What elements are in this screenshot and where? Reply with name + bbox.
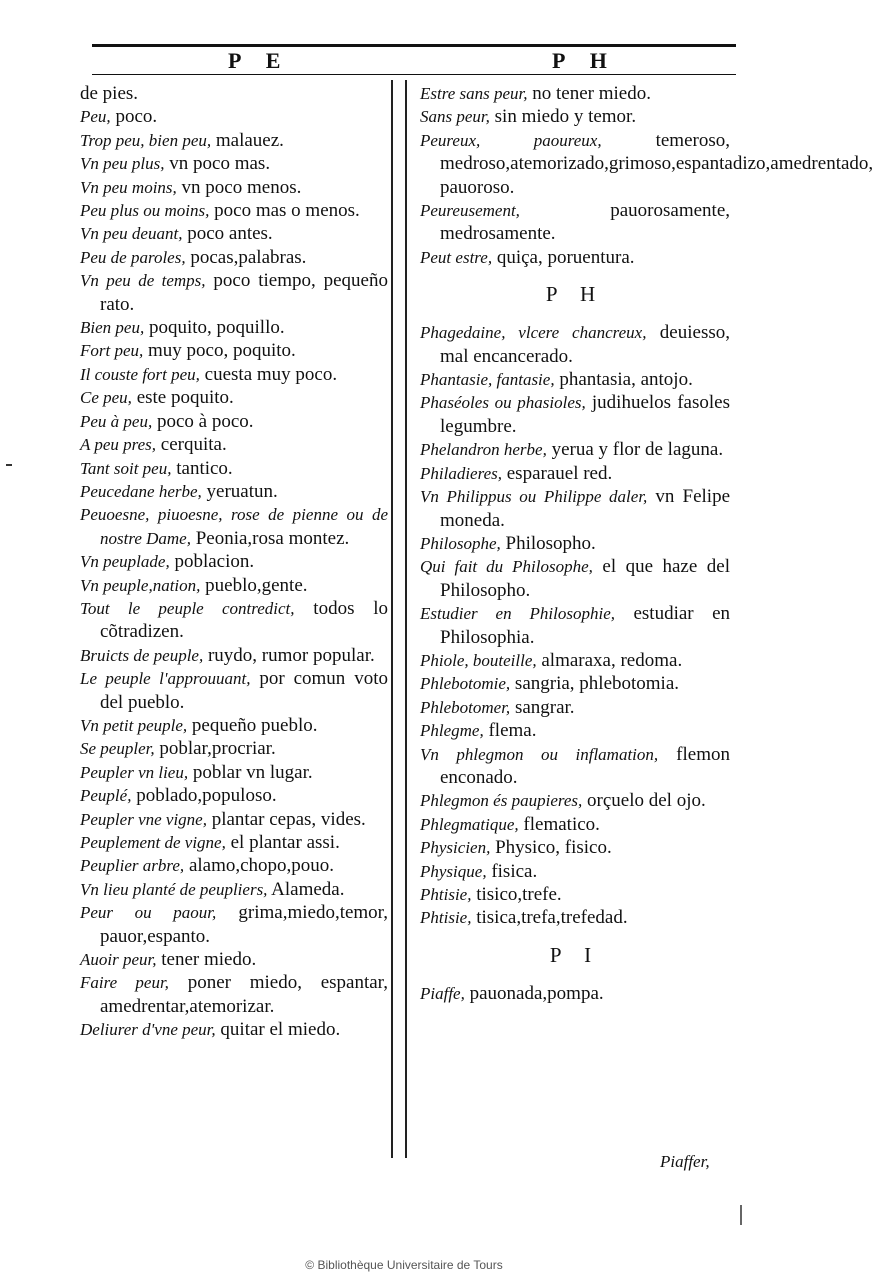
dictionary-entry — [80, 129, 388, 152]
french-headword: Auoir peur, — [80, 950, 157, 970]
spanish-translation: esparauel red. — [502, 462, 613, 484]
dictionary-entry — [420, 246, 730, 269]
french-headword: Phelandron herbe, — [420, 440, 547, 460]
french-headword: Estre sans peur, — [420, 84, 528, 103]
spanish-translation: malauez. — [211, 129, 284, 151]
french-headword: Le peuple l'approuuant, — [80, 669, 251, 689]
top-rule — [92, 44, 736, 47]
french-headword: Sans peur, — [420, 107, 490, 127]
french-headword: Phantasie, fantasie, — [420, 370, 555, 390]
dictionary-entry — [80, 176, 388, 199]
french-headword: Peu plus ou moins, — [80, 201, 210, 221]
ink-speck — [740, 1205, 742, 1225]
french-headword: Vn petit peuple, — [80, 715, 188, 735]
spanish-translation: sin miedo y temor. — [489, 106, 637, 128]
spanish-translation: poblar,procriar. — [154, 738, 276, 760]
spanish-translation: poquito, poquillo. — [144, 317, 285, 339]
dictionary-entry — [420, 462, 730, 485]
french-headword: Peureux, paoureux, — [420, 130, 602, 150]
spanish-translation: de pies. — [80, 83, 139, 104]
french-headword: Peuplier arbre, — [80, 856, 185, 876]
library-credit: © Bibliothèque Universitaire de Tours — [305, 1258, 503, 1272]
entries-pe-continued — [420, 82, 873, 269]
spanish-translation: poco tiempo, pequeño rato. — [100, 270, 388, 315]
spanish-translation: flema. — [483, 720, 537, 742]
dictionary-entry — [420, 485, 730, 532]
french-headword: Physicien, — [420, 838, 491, 858]
dictionary-entry — [80, 644, 388, 667]
french-headword: Peu à peu, — [80, 411, 153, 431]
french-headword: Peu de paroles, — [80, 247, 186, 267]
dictionary-entry — [420, 982, 730, 1005]
french-headword: Phlegme, — [420, 721, 484, 741]
french-headword: Phtisie, — [420, 885, 472, 904]
french-headword: Phagedaine, vlcere chancreux, — [420, 323, 647, 343]
spanish-translation: yeruatun. — [201, 480, 278, 502]
french-headword: Phtisie, — [420, 908, 472, 928]
spanish-translation: Physico, fisico. — [490, 837, 612, 859]
french-headword: Vn lieu planté de peupliers, — [80, 879, 268, 899]
dictionary-entry — [80, 854, 388, 877]
dictionary-entry — [80, 971, 388, 1018]
french-headword: Se peupler, — [80, 739, 155, 759]
right-column — [420, 82, 873, 1005]
french-headword: Physique, — [420, 861, 487, 881]
dictionary-entry — [80, 269, 388, 316]
spanish-translation: vn Felipe moneda. — [440, 486, 731, 531]
spanish-translation: poblar vn lugar. — [188, 761, 313, 783]
dictionary-entry — [80, 199, 388, 222]
spanish-translation: quitar el miedo. — [215, 1019, 341, 1041]
french-headword: Peuplement de vigne, — [80, 833, 226, 852]
french-headword: Peuoesne, piuoesne, rose de pienne ou de nostre Dame, — [80, 505, 388, 548]
dictionary-entry — [80, 761, 388, 784]
entries-pi — [420, 982, 730, 1005]
dictionary-entry — [80, 457, 388, 480]
french-headword: Vn peu plus, — [80, 154, 165, 174]
french-headword: Peu, — [80, 107, 111, 127]
spanish-translation: flematico. — [518, 813, 600, 835]
spanish-translation: poblacion. — [169, 551, 255, 573]
spanish-translation: poco mas o menos. — [209, 200, 360, 222]
dictionary-entry — [420, 743, 730, 790]
dictionary-entry — [420, 860, 730, 883]
french-headword: Vn peu de temps, — [80, 271, 206, 291]
spanish-translation: grima,miedo,temor, pauor,espanto. — [100, 902, 388, 947]
dictionary-entry — [420, 368, 730, 391]
dictionary-entry — [80, 831, 388, 854]
dictionary-entry — [420, 438, 730, 461]
french-headword: Phiole, bouteille, — [420, 650, 537, 670]
spanish-translation: alamo,chopo,pouo. — [184, 855, 335, 877]
french-headword: Phlebotomie, — [420, 674, 511, 694]
running-head-left: P E — [228, 48, 291, 73]
spanish-translation: tener miedo. — [156, 949, 257, 971]
dictionary-entry — [420, 836, 730, 859]
french-headword: Peur ou paour, — [80, 903, 217, 923]
dictionary-entry — [420, 789, 730, 812]
spanish-translation: poner miedo, espantar, amedrentar,atemorizar. — [100, 972, 389, 1017]
spanish-translation: poblado,populoso. — [131, 785, 277, 807]
dictionary-entry — [80, 901, 388, 948]
french-headword: Bien peu, — [80, 318, 145, 338]
spanish-translation: sangria, phlebotomia. — [510, 673, 680, 695]
french-headword: Philadieres, — [420, 463, 502, 483]
column-divider — [391, 80, 393, 1158]
dictionary-entry — [80, 808, 388, 831]
column-divider — [405, 80, 407, 1158]
ink-speck — [6, 464, 12, 466]
section-heading-ph: P H — [545, 282, 605, 307]
dictionary-entry — [80, 386, 388, 409]
dictionary-entry — [420, 602, 730, 649]
spanish-translation: Philosopho. — [500, 532, 596, 554]
french-headword: Estudier en Philosophie, — [420, 604, 616, 624]
spanish-translation: poco. — [110, 106, 158, 128]
dictionary-entry — [80, 246, 388, 269]
dictionary-entry — [420, 696, 730, 719]
french-headword: Peucedane herbe, — [80, 481, 202, 501]
dictionary-entry — [80, 714, 388, 737]
french-headword: Phlegmon és paupieres, — [420, 791, 583, 811]
spanish-translation: cerquita. — [156, 434, 227, 456]
dictionary-entry — [80, 222, 388, 245]
spanish-translation: pueblo,gente. — [200, 574, 308, 596]
french-headword: Vn Philippus ou Philippe daler, — [420, 487, 648, 507]
dictionary-entry — [420, 719, 730, 742]
dictionary-entry — [420, 813, 730, 836]
dictionary-entry — [80, 1018, 388, 1041]
dictionary-entry — [420, 391, 730, 438]
dictionary-entry — [420, 883, 730, 906]
dictionary-entry — [80, 784, 388, 807]
spanish-translation: almaraxa, redoma. — [536, 649, 683, 671]
french-headword: Phlebotomer, — [420, 697, 511, 717]
french-headword: Phaséoles ou phasioles, — [420, 393, 586, 413]
dictionary-entry — [80, 339, 388, 362]
french-headword: Philosophe, — [420, 533, 501, 553]
spanish-translation: poco à poco. — [152, 410, 254, 432]
spanish-translation: el plantar assi. — [225, 832, 340, 853]
spanish-translation: flemon enconado. — [440, 743, 730, 788]
dictionary-entry — [80, 82, 388, 105]
french-headword: Deliurer d'vne peur, — [80, 1020, 216, 1040]
french-headword: Tout le peuple contredict, — [80, 598, 295, 618]
dictionary-entry — [80, 550, 388, 573]
dictionary-entry — [420, 129, 873, 199]
spanish-translation: deuiesso, mal encancerado. — [440, 322, 730, 367]
french-headword: Peureusement, — [420, 201, 520, 221]
spanish-translation: Alameda. — [267, 878, 345, 900]
dictionary-entry — [420, 532, 730, 555]
spanish-translation: por comun voto del pueblo. — [100, 668, 388, 713]
dictionary-entry — [80, 363, 388, 386]
dictionary-entry — [80, 667, 388, 714]
dictionary-entry — [420, 555, 730, 602]
french-headword: Vn phlegmon ou inflamation, — [420, 744, 659, 764]
dictionary-entry — [420, 649, 730, 672]
dictionary-entry — [80, 737, 388, 760]
spanish-translation: pauonada,pompa. — [464, 982, 604, 1004]
spanish-translation: plantar cepas, vides. — [206, 808, 366, 830]
dictionary-entry — [80, 503, 388, 550]
dictionary-entry — [80, 597, 388, 644]
spanish-translation: vn poco mas. — [164, 153, 271, 175]
french-headword: Tant soit peu, — [80, 458, 172, 478]
french-headword: Vn peu deuant, — [80, 224, 183, 244]
spanish-translation: pauorosamente, medrosamente. — [440, 200, 730, 245]
spanish-translation: cuesta muy poco. — [199, 363, 338, 385]
spanish-translation: phantasia, antojo. — [554, 369, 693, 391]
dictionary-entry — [420, 82, 730, 105]
spanish-translation: judihuelos fasoles legumbre. — [440, 392, 730, 437]
dictionary-entry — [80, 878, 388, 901]
catchword: Piaffer, — [660, 1152, 710, 1171]
dictionary-entry — [420, 906, 730, 929]
dictionary-entry — [80, 316, 388, 339]
french-headword: Faire peur, — [80, 973, 169, 993]
french-headword: Peupler vn lieu, — [80, 762, 189, 782]
dictionary-entry — [80, 574, 388, 597]
dictionary-entry — [420, 105, 730, 128]
running-head-right: P H — [552, 48, 617, 73]
french-headword: Vn peu moins, — [80, 177, 177, 197]
spanish-translation: sangrar. — [510, 696, 575, 718]
french-headword: Ce peu, — [80, 388, 132, 408]
dictionary-entry — [80, 433, 388, 456]
french-headword: Vn peuplade, — [80, 552, 170, 572]
spanish-translation: Peonia,rosa montez. — [190, 527, 350, 549]
dictionary-entry — [420, 672, 730, 695]
spanish-translation: el que haze del Philosopho. — [440, 556, 731, 601]
left-column — [80, 82, 388, 1042]
spanish-translation: pocas,palabras. — [185, 246, 307, 268]
french-headword: Peut estre, — [420, 247, 493, 267]
dictionary-entry — [80, 152, 388, 175]
spanish-translation: tisico,trefe. — [471, 884, 562, 905]
spanish-translation: vn poco menos. — [176, 176, 302, 198]
french-headword: Trop peu, bien peu, — [80, 130, 212, 150]
spanish-translation: quiça, poruentura. — [492, 246, 635, 268]
french-headword: A peu pres, — [80, 435, 157, 455]
french-headword: Piaffe, — [420, 983, 465, 1003]
french-headword: Fort peu, — [80, 341, 144, 361]
entries-ph — [420, 321, 730, 930]
french-headword: Il couste fort peu, — [80, 364, 200, 384]
dictionary-entry — [420, 199, 730, 246]
dictionary-entry — [80, 105, 388, 128]
spanish-translation: muy poco, poquito. — [143, 340, 296, 362]
header-rule — [92, 74, 736, 75]
dictionary-entry — [420, 321, 730, 368]
french-headword: Peupler vne vigne, — [80, 809, 207, 829]
spanish-translation: tisica,trefa,trefedad. — [471, 907, 628, 929]
spanish-translation: temeroso, medroso,atemorizado,grimoso,espantadizo,amedrentado, pauoroso. — [440, 129, 873, 198]
dictionary-entry — [80, 410, 388, 433]
french-headword: Bruicts de peuple, — [80, 645, 204, 665]
spanish-translation: pequeño pueblo. — [187, 714, 318, 736]
spanish-translation: ruydo, rumor popular. — [203, 644, 375, 666]
spanish-translation: tantico. — [171, 457, 233, 479]
dictionary-entry — [80, 480, 388, 503]
french-headword: Phlegmatique, — [420, 814, 519, 834]
french-headword: Qui fait du Philosophe, — [420, 557, 593, 577]
dictionary-entry — [80, 948, 388, 971]
french-headword: Vn peuple,nation, — [80, 575, 201, 595]
spanish-translation: estudiar en Philosophia. — [440, 603, 731, 648]
spanish-translation: orçuelo del ojo. — [582, 790, 706, 812]
spanish-translation: poco antes. — [182, 223, 273, 245]
section-heading-pi: P I — [549, 942, 601, 967]
french-headword: Peuplé, — [80, 786, 132, 806]
spanish-translation: este poquito. — [131, 387, 234, 409]
spanish-translation: todos lo cõtradizen. — [100, 597, 389, 643]
spanish-translation: yerua y flor de laguna. — [546, 439, 724, 461]
spanish-translation: fisica. — [486, 860, 538, 882]
spanish-translation: no tener miedo. — [527, 83, 651, 104]
